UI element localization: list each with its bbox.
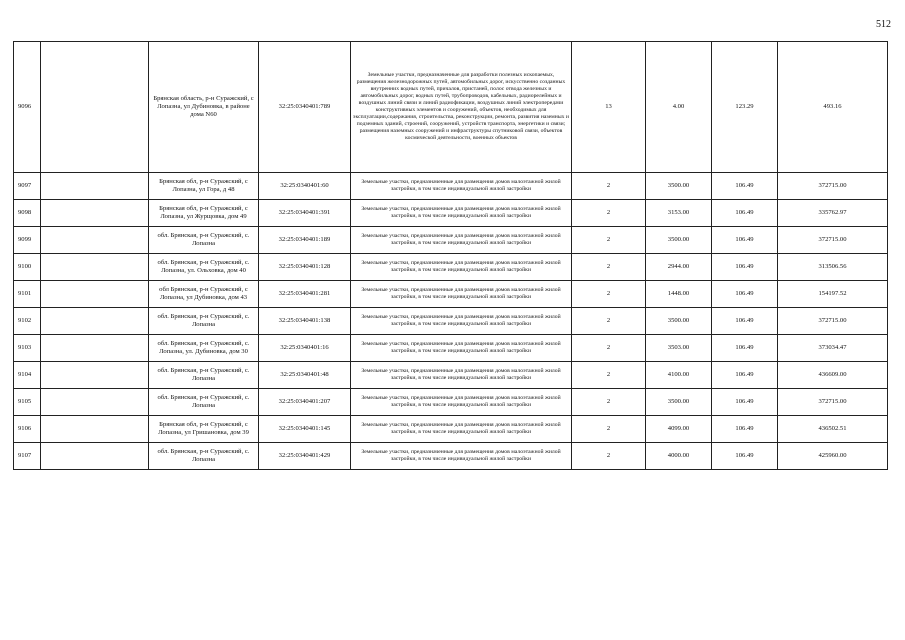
area-cell: 3500.00 (646, 173, 712, 200)
cadastral-value-cell: 372715.00 (778, 227, 888, 254)
table-row (14, 173, 888, 200)
area-cell: 2944.00 (646, 254, 712, 281)
area-cell: 4.00 (646, 42, 712, 173)
table-row (14, 443, 888, 470)
empty-cell (41, 173, 149, 200)
cadastral-number-cell: 32:25:0340401:16 (259, 335, 351, 362)
specific-value-cell: 106.49 (712, 281, 778, 308)
specific-value-cell: 106.49 (712, 308, 778, 335)
cadastral-number-cell: 32:25:0340401:145 (259, 416, 351, 443)
row-number: 9098 (14, 200, 41, 227)
area-cell: 4100.00 (646, 362, 712, 389)
specific-value-cell: 123.29 (712, 42, 778, 173)
empty-cell (41, 42, 149, 173)
address-cell: обл. Брянская, р-н Суражский, с. Лопазна (149, 227, 259, 254)
empty-cell (41, 389, 149, 416)
area-cell: 4000.00 (646, 443, 712, 470)
cadastral-number-cell: 32:25:0340401:429 (259, 443, 351, 470)
land-use-cell: Земельные участки, предназначенные для размещения домов малоэтажной жилой застройки, в том числе индивидуальной жилой застройки (351, 281, 572, 308)
cadastral-value-cell: 373034.47 (778, 335, 888, 362)
land-use-cell: Земельные участки, предназначенные для размещения домов малоэтажной жилой застройки, в том числе индивидуальной жилой застройки (351, 254, 572, 281)
cadastral-number-cell: 32:25:0340401:128 (259, 254, 351, 281)
row-number: 9099 (14, 227, 41, 254)
row-number: 9097 (14, 173, 41, 200)
table-row (14, 200, 888, 227)
cadastral-value-cell: 436502.51 (778, 416, 888, 443)
page-number: 512 (876, 19, 891, 30)
address-cell: Брянская обл, р-н Суражский, с Лопазна, ул Журщовка, дом 49 (149, 200, 259, 227)
row-number: 9103 (14, 335, 41, 362)
table-body (14, 42, 888, 470)
cadastral-number-cell: 32:25:0340401:138 (259, 308, 351, 335)
empty-cell (41, 200, 149, 227)
area-cell: 1448.00 (646, 281, 712, 308)
address-cell: обл. Брянская, р-н Суражский, с. Лопазна (149, 389, 259, 416)
land-use-cell: Земельные участки, предназначенные для размещения домов малоэтажной жилой застройки, в том числе индивидуальной жилой застройки (351, 227, 572, 254)
use-code-cell: 2 (572, 200, 646, 227)
area-cell: 4099.00 (646, 416, 712, 443)
cadastral-number-cell: 32:25:0340401:60 (259, 173, 351, 200)
use-code-cell: 2 (572, 389, 646, 416)
cadastral-value-cell: 436609.00 (778, 362, 888, 389)
table-row (14, 416, 888, 443)
empty-cell (41, 443, 149, 470)
empty-cell (41, 362, 149, 389)
cadastral-value-cell: 372715.00 (778, 173, 888, 200)
table-row (14, 227, 888, 254)
use-code-cell: 2 (572, 281, 646, 308)
area-cell: 3500.00 (646, 227, 712, 254)
address-cell: Брянская обл, р-н Суражский, с Лопазна, ул Гора, д 48 (149, 173, 259, 200)
land-use-cell: Земельные участки, предназначенные для размещения домов малоэтажной жилой застройки, в том числе индивидуальной жилой застройки (351, 335, 572, 362)
area-cell: 3500.00 (646, 308, 712, 335)
cadastral-value-table (13, 41, 888, 470)
address-cell: Брянская обл, р-н Суражский, с Лопазна, ул Гришановка, дом 39 (149, 416, 259, 443)
cadastral-value-cell: 335762.97 (778, 200, 888, 227)
specific-value-cell: 106.49 (712, 173, 778, 200)
table-row (14, 389, 888, 416)
specific-value-cell: 106.49 (712, 416, 778, 443)
area-cell: 3503.00 (646, 335, 712, 362)
empty-cell (41, 254, 149, 281)
cadastral-number-cell: 32:25:0340401:789 (259, 42, 351, 173)
row-number: 9105 (14, 389, 41, 416)
empty-cell (41, 335, 149, 362)
specific-value-cell: 106.49 (712, 200, 778, 227)
cadastral-number-cell: 32:25:0340401:391 (259, 200, 351, 227)
empty-cell (41, 227, 149, 254)
table-row (14, 362, 888, 389)
area-cell: 3500.00 (646, 389, 712, 416)
cadastral-number-cell: 32:25:0340401:48 (259, 362, 351, 389)
row-number: 9102 (14, 308, 41, 335)
cadastral-value-cell: 372715.00 (778, 389, 888, 416)
land-use-cell: Земельные участки, предназначенные для размещения домов малоэтажной жилой застройки, в том числе индивидуальной жилой застройки (351, 416, 572, 443)
use-code-cell: 2 (572, 443, 646, 470)
land-use-cell: Земельные участки, предназначенные для размещения домов малоэтажной жилой застройки, в том числе индивидуальной жилой застройки (351, 389, 572, 416)
use-code-cell: 2 (572, 335, 646, 362)
specific-value-cell: 106.49 (712, 389, 778, 416)
land-use-cell: Земельные участки, предназначенные для размещения домов малоэтажной жилой застройки, в том числе индивидуальной жилой застройки (351, 308, 572, 335)
cadastral-value-cell: 313506.56 (778, 254, 888, 281)
land-use-cell: Земельные участки, предназначенные для размещения домов малоэтажной жилой застройки, в том числе индивидуальной жилой застройки (351, 362, 572, 389)
empty-cell (41, 416, 149, 443)
use-code-cell: 13 (572, 42, 646, 173)
use-code-cell: 2 (572, 362, 646, 389)
row-number: 9107 (14, 443, 41, 470)
address-cell: обл. Брянская, р-н Суражский, с. Лопазна, ул. Дубиновка, дом 30 (149, 335, 259, 362)
specific-value-cell: 106.49 (712, 362, 778, 389)
specific-value-cell: 106.49 (712, 443, 778, 470)
cadastral-value-cell: 372715.00 (778, 308, 888, 335)
land-use-cell: Земельные участки, предназначенные для разработки полезных ископаемых, размещения железнодорожных путей, автомобильных дорог, искусственно созданных внутренних водных путей, причалов, пристаней, полос отвода железных и автомобильных дорог, водных путей, трубопроводов, кабельных, радиорелейных и воздушных линий связи и линий радиофикации, воздушных линий электропередачи конструктивных элементов и сооружений, объектов, необходимых для эксплуатации,содержания, строительства, реконструкции, ремонта, развития наземных и подземных зданий, строений, сооружений, устройств транспорта, энергетики и связи; размещения наземных сооружений и инфраструктуры спутниковой связи, объектов космической деятельности, военных объектов (351, 42, 572, 173)
use-code-cell: 2 (572, 308, 646, 335)
use-code-cell: 2 (572, 173, 646, 200)
address-cell: обл. Брянская, р-н Суражский, с. Лопазна (149, 362, 259, 389)
cadastral-value-cell: 493.16 (778, 42, 888, 173)
table-row (14, 42, 888, 173)
specific-value-cell: 106.49 (712, 335, 778, 362)
cadastral-value-cell: 425960.00 (778, 443, 888, 470)
area-cell: 3153.00 (646, 200, 712, 227)
address-cell: обл. Брянская, р-н Суражский, с. Лопазна (149, 308, 259, 335)
address-cell: обл. Брянская, р-н Суражский, с. Лопазна (149, 443, 259, 470)
cadastral-number-cell: 32:25:0340401:189 (259, 227, 351, 254)
address-cell: обл Брянская, р-н Суражский, с Лопазна, ул Дубиновка, дом 43 (149, 281, 259, 308)
use-code-cell: 2 (572, 227, 646, 254)
land-use-cell: Земельные участки, предназначенные для размещения домов малоэтажной жилой застройки, в том числе индивидуальной жилой застройки (351, 200, 572, 227)
empty-cell (41, 308, 149, 335)
specific-value-cell: 106.49 (712, 227, 778, 254)
address-cell: обл. Брянская, р-н Суражский, с. Лопазна, ул. Ольховка, дом 40 (149, 254, 259, 281)
use-code-cell: 2 (572, 416, 646, 443)
cadastral-number-cell: 32:25:0340401:207 (259, 389, 351, 416)
land-use-cell: Земельные участки, предназначенные для размещения домов малоэтажной жилой застройки, в том числе индивидуальной жилой застройки (351, 173, 572, 200)
row-number: 9106 (14, 416, 41, 443)
use-code-cell: 2 (572, 254, 646, 281)
cadastral-number-cell: 32:25:0340401:281 (259, 281, 351, 308)
empty-cell (41, 281, 149, 308)
address-cell: Брянская область, р-н Суражский, с Лопазна, ул Дубиновка, в районе дома N60 (149, 42, 259, 173)
table-row (14, 281, 888, 308)
row-number: 9101 (14, 281, 41, 308)
cadastral-value-cell: 154197.52 (778, 281, 888, 308)
row-number: 9096 (14, 42, 41, 173)
row-number: 9104 (14, 362, 41, 389)
table-row (14, 308, 888, 335)
land-use-cell: Земельные участки, предназначенные для размещения домов малоэтажной жилой застройки, в том числе индивидуальной жилой застройки (351, 443, 572, 470)
table-row (14, 254, 888, 281)
table-row (14, 335, 888, 362)
specific-value-cell: 106.49 (712, 254, 778, 281)
row-number: 9100 (14, 254, 41, 281)
